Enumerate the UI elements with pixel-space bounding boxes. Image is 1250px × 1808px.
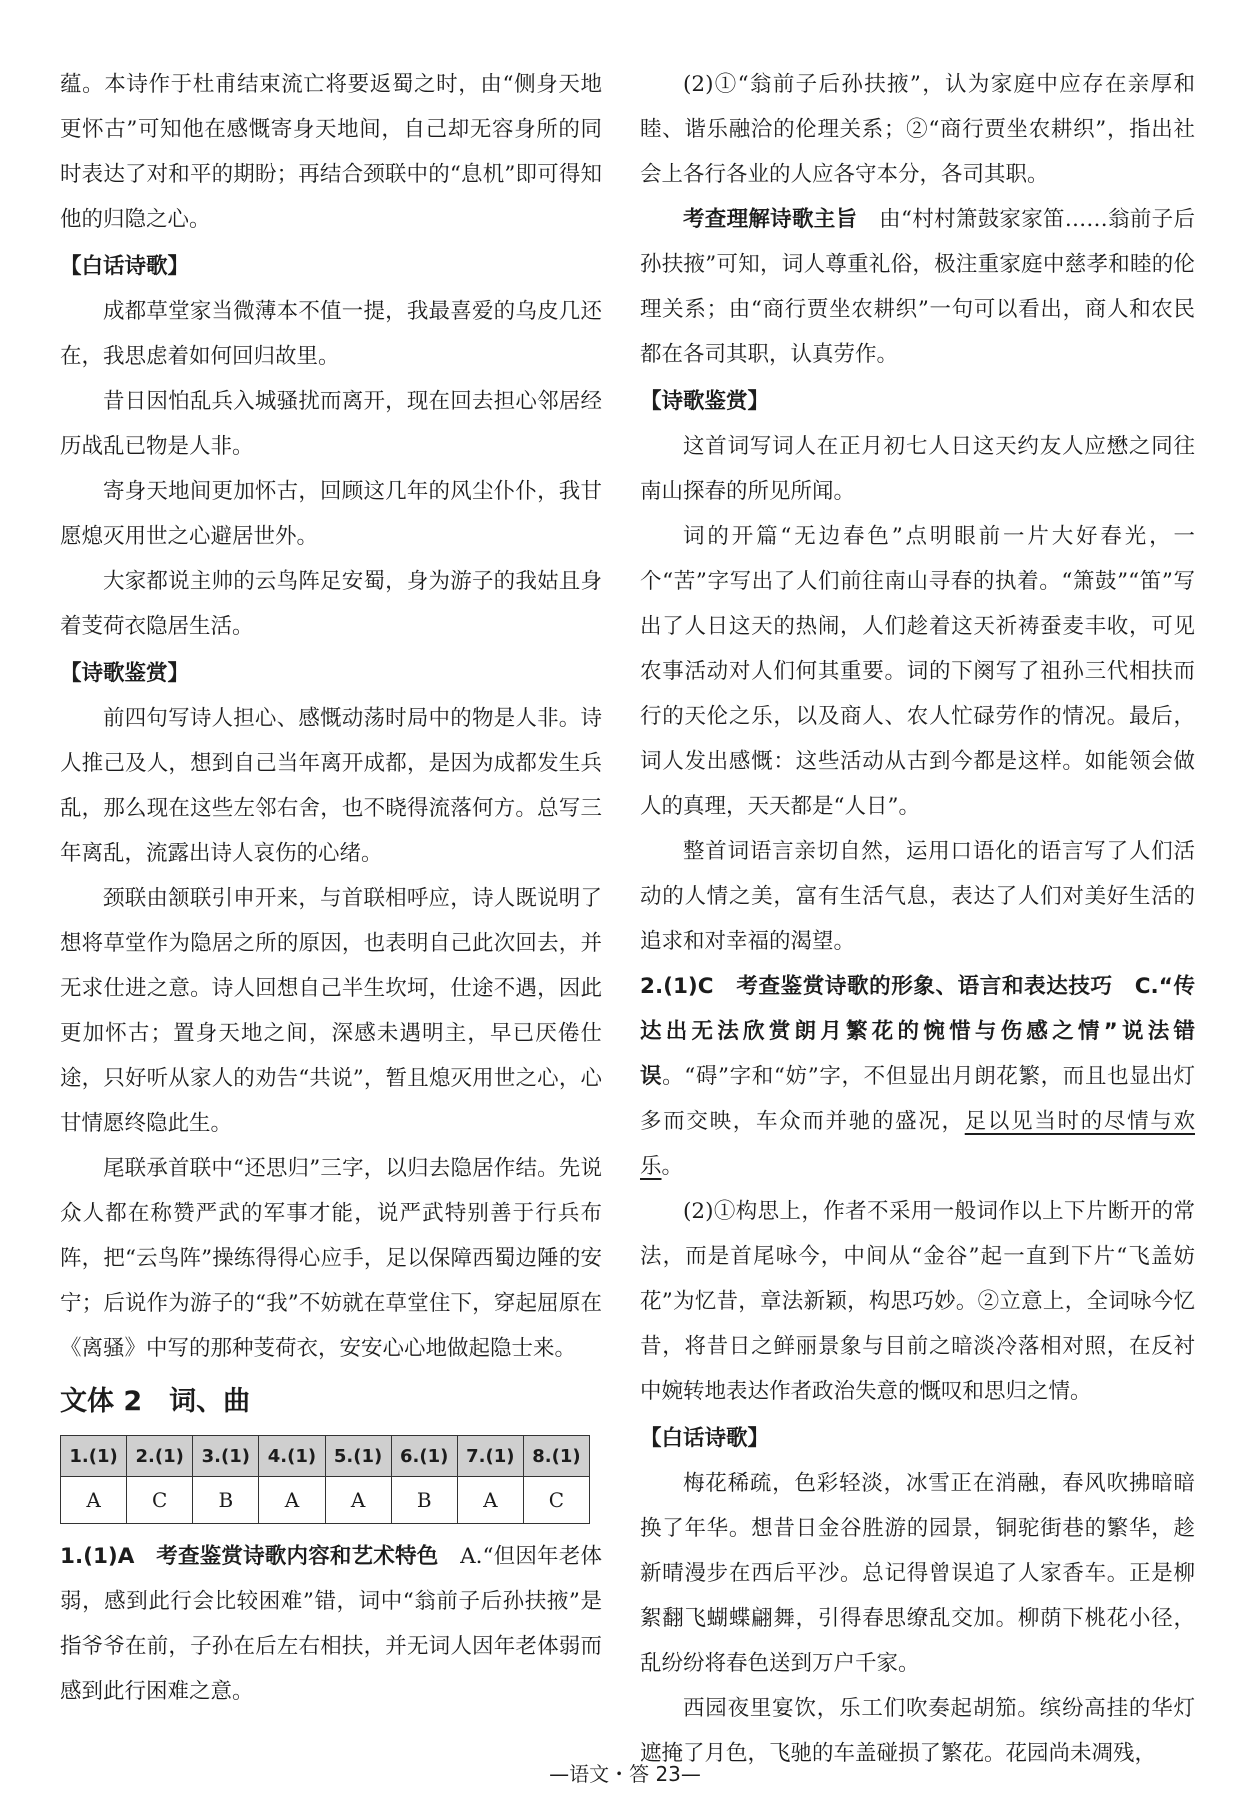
answer-cell: A (457, 1477, 523, 1524)
q2-bold-statement: C.“传达出无法欣赏朗月繁花的惋惜与伤感之情”说法错误 (640, 974, 1195, 1089)
q1-number: 1.(1)A (60, 1544, 135, 1569)
answer-cell: A (325, 1477, 391, 1524)
answer-table-header: 7.(1) (457, 1436, 523, 1477)
q2-part2: (2)①构思上，作者不采用一般词作以上下片断开的常法，而是首尾咏今，中间从“金谷”起一直到下片“飞盖妨花”为忆昔，章法新颖，构思巧妙。②立意上，全词咏今忆昔，将昔日之鲜丽景象与目前之暗淡冷落相对照，在反衬中婉转地表达作者政治失意的慨叹和思归之情。 (640, 1199, 1195, 1404)
answer-cell: A (61, 1477, 127, 1524)
jianshang-heading: 【诗歌鉴赏】 (60, 661, 190, 686)
answer-table (60, 1435, 590, 1524)
answer-cell: C (523, 1477, 589, 1524)
baihua-heading: 【白话诗歌】 (640, 1426, 770, 1451)
answer-table-header: 6.(1) (391, 1436, 457, 1477)
baihua-heading: 【白话诗歌】 (60, 254, 190, 279)
q2-text: 。“碍”字和“妨”字，不但显出月朗花繁，而且也显出灯多而交映，车众而并驰的盛况， (640, 1064, 1195, 1134)
answer-table-header: 8.(1) (523, 1436, 589, 1477)
answer-table-header: 1.(1) (61, 1436, 127, 1477)
jianshang-paragraph: 这首词写词人在正月初七人日这天约友人应懋之同往南山探春的所见所闻。 (640, 434, 1195, 504)
baihua-paragraph: 寄身天地间更加怀古，回顾这几年的风尘仆仆，我甘愿熄灭用世之心避居世外。 (60, 479, 602, 549)
answer-table-header-row (61, 1436, 590, 1477)
answer-table-header: 5.(1) (325, 1436, 391, 1477)
section-title: 文体 2 词、曲 (60, 1386, 251, 1417)
baihua-paragraph: 昔日因怕乱兵入城骚扰而离开，现在回去担心邻居经历战乱已物是人非。 (60, 389, 602, 459)
intro-paragraph: 蕴。本诗作于杜甫结束流亡将要返蜀之时，由“侧身天地更怀古”可知他在感慨寄身天地间，自己却无容身所的同时表达了对和平的期盼；再结合颈联中的“息机”即可得知他的归隐之心。 (60, 72, 602, 232)
answer-table-header: 4.(1) (259, 1436, 325, 1477)
theme-analysis (640, 197, 1195, 377)
answer-table-header: 2.(1) (127, 1436, 193, 1477)
q2-number: 2.(1)C (640, 974, 714, 999)
q2-end: 。 (661, 1154, 684, 1179)
baihua-paragraph: 成都草堂家当微薄本不值一提，我最喜爱的乌皮几还在，我思虑着如何回归故里。 (60, 299, 602, 369)
jianshang-paragraph: 颈联由颔联引申开来，与首联相呼应，诗人既说明了想将草堂作为隐居之所的原因，也表明自己此次回去，并无求仕进之意。诗人回想自己半生坎坷，仕途不遇，因此更加怀古；置身天地之间，深感未遇明主，早已厌倦仕途，只好听从家人的劝告“共说”，暂且熄灭用世之心，心甘情愿终隐此生。 (60, 886, 602, 1136)
theme-text: 由“村村箫鼓家家笛……翁前子后孙扶掖”可知，词人尊重礼俗，极注重家庭中慈孝和睦的伦理关系；由“商行贾坐农耕织”一句可以看出，商人和农民都在各司其职，认真劳作。 (640, 207, 1195, 367)
jianshang-paragraph: 词的开篇“无边春色”点明眼前一片大好春光，一个“苦”字写出了人们前往南山寻春的执着。“箫鼓”“笛”写出了人日这天的热闹，人们趁着这天祈祷蚕麦丰收，可见农事活动对人们何其重要。词的下阕写了祖孙三代相扶而行的天伦之乐，以及商人、农人忙碌劳作的情况。最后，词人发出感慨：这些活动从古到今都是这样。如能领会做人的真理，天天都是“人日”。 (640, 524, 1195, 819)
page-footer: —语文・答 23— (549, 1762, 701, 1786)
answer-table-header: 3.(1) (193, 1436, 259, 1477)
q1-text: A.“但因年老体弱，感到此行会比较困难”错，词中“翁前子后孙扶掖”是指爷爷在前，子孙在后左右相扶，并无词人因年老体弱而感到此行困难之意。 (60, 1544, 602, 1704)
jianshang-heading: 【诗歌鉴赏】 (640, 389, 770, 414)
baihua-paragraph: 梅花稀疏，色彩轻淡，冰雪正在消融，春风吹拂暗暗换了年华。想昔日金谷胜游的园景，铜驼街巷的繁华，趁新晴漫步在西后平沙。总记得曾误追了人家香车。正是柳絮翻飞蝴蝶翩舞，引得春思缭乱交加。柳荫下桃花小径，乱纷纷将春色送到万户千家。 (640, 1471, 1195, 1676)
q1-tag: 考查鉴赏诗歌内容和艺术特色 (156, 1544, 439, 1569)
jianshang-paragraph: 前四句写诗人担心、感慨动荡时局中的物是人非。诗人推己及人，想到自己当年离开成都，是因为成都发生兵乱，那么现在这些左邻右舍，也不晓得流落何方。总写三年离乱，流露出诗人哀伤的心绪。 (60, 706, 602, 866)
q1-part2: (2)①“翁前子后孙扶掖”，认为家庭中应存在亲厚和睦、谐乐融洽的伦理关系；②“商行贾坐农耕织”，指出社会上各行各业的人应各守本分，各司其职。 (640, 72, 1195, 187)
q2-answer (640, 964, 1195, 1189)
answer-cell: B (193, 1477, 259, 1524)
baihua-paragraph: 大家都说主帅的云鸟阵足安蜀，身为游子的我姑且身着芰荷衣隐居生活。 (60, 569, 602, 639)
answer-cell: B (391, 1477, 457, 1524)
right-column (640, 62, 1195, 1776)
baihua-paragraph: 西园夜里宴饮，乐工们吹奏起胡笳。缤纷高挂的华灯遮掩了月色，飞驰的车盖碰损了繁花。花园尚未凋残， (640, 1696, 1195, 1766)
q2-tag: 考查鉴赏诗歌的形象、语言和表达技巧 (736, 974, 1113, 999)
theme-tag: 考查理解诗歌主旨 (683, 207, 858, 232)
q2-underlined: 足以见当时的尽情与欢乐 (640, 1109, 1195, 1179)
left-column (60, 62, 602, 1714)
answer-table-row (61, 1477, 590, 1524)
answer-cell: A (259, 1477, 325, 1524)
q1-answer (60, 1534, 602, 1714)
answer-cell: C (127, 1477, 193, 1524)
jianshang-paragraph: 整首词语言亲切自然，运用口语化的语言写了人们活动的人情之美，富有生活气息，表达了人们对美好生活的追求和对幸福的渴望。 (640, 839, 1195, 954)
jianshang-paragraph: 尾联承首联中“还思归”三字，以归去隐居作结。先说众人都在称赞严武的军事才能，说严武特别善于行兵布阵，把“云鸟阵”操练得得心应手，足以保障西蜀边陲的安宁；后说作为游子的“我”不妨就在草堂住下，穿起屈原在《离骚》中写的那种芰荷衣，安安心心地做起隐士来。 (60, 1156, 602, 1361)
